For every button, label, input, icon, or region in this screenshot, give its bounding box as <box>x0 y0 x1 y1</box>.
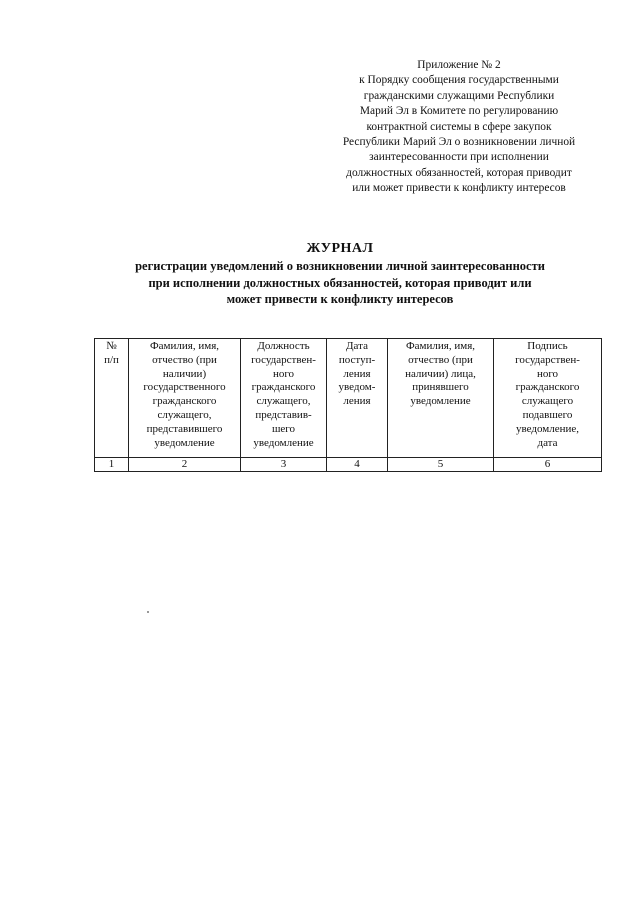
column-number-cell: 3 <box>241 458 327 472</box>
table-header-row <box>95 339 602 458</box>
document-subtitle-line: может привести к конфликту интересов <box>226 292 454 306</box>
appendix-line: Республики Марий Эл о возникновении личной <box>342 136 576 149</box>
column-number-cell: 6 <box>494 458 602 472</box>
header-cell-number: № п/п <box>95 339 129 458</box>
header-cell-position: Должность государствен- ного гражданского служащего, представив- шего уведомление <box>241 339 327 458</box>
header-cell-full-name: Фамилия, имя, отчество (при наличии) государственного гражданского служащего, представившего уведомление <box>129 339 241 458</box>
journal-table <box>94 338 602 472</box>
header-cell-signature: Подпись государствен- ного гражданского служащего подавшего уведомление, дата <box>494 339 602 458</box>
appendix-note <box>318 58 600 197</box>
table-row <box>95 458 602 472</box>
document-title-block <box>80 240 600 308</box>
document-subtitle-line: при исполнении должностных обязанностей, которая приводит или <box>148 275 532 290</box>
scan-speck <box>147 611 149 613</box>
appendix-line: или может привести к конфликту интересов <box>352 182 566 195</box>
appendix-line: заинтересованности при исполнении <box>369 151 549 164</box>
header-cell-receiver-name: Фамилия, имя, отчество (при наличии) лица, принявшего уведомление <box>388 339 494 458</box>
document-title: ЖУРНАЛ <box>306 241 374 256</box>
document-subtitle-line: регистрации уведомлений о возникновении личной заинтересованности <box>135 259 545 273</box>
header-cell-date: Дата поступ- ления уведом- ления <box>327 339 388 458</box>
column-number-cell: 2 <box>129 458 241 472</box>
column-number-cell: 1 <box>95 458 129 472</box>
column-number-cell: 5 <box>388 458 494 472</box>
appendix-line: к Порядку сообщения государственными <box>359 74 559 87</box>
appendix-line: Марий Эл в Комитете по регулированию <box>359 105 559 118</box>
column-number-cell: 4 <box>327 458 388 472</box>
appendix-line: контрактной системы в сфере закупок <box>366 120 552 133</box>
appendix-line: Приложение № 2 <box>417 59 501 71</box>
appendix-line: гражданскими служащими Республики <box>363 89 555 102</box>
appendix-line: должностных обязанностей, которая приводит <box>346 166 572 179</box>
